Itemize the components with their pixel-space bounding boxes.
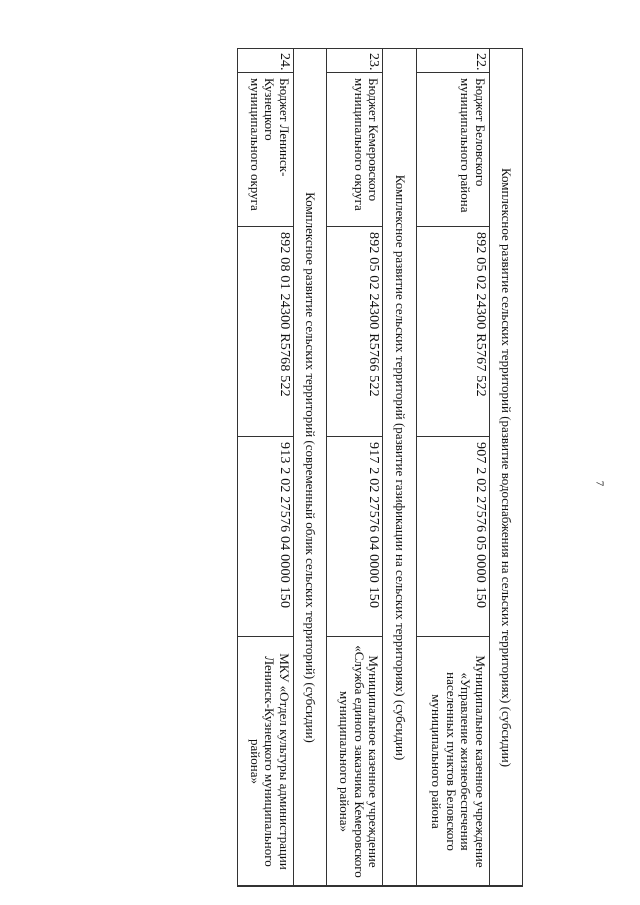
budget-name: Бюджет Кемеровского муниципального округа bbox=[327, 73, 383, 227]
expense-code: 892 08 01 24300 R5768 522 bbox=[238, 227, 294, 437]
row-number: 24. bbox=[238, 49, 294, 73]
table-row bbox=[238, 49, 294, 887]
budget-name: Бюджет Беловского муниципального района bbox=[416, 73, 489, 227]
expense-code: 892 05 02 24300 R5767 522 bbox=[416, 227, 489, 437]
section-title: Комплексное развитие сельских территорий (развитие водоснабжения на сельских территориях) (субсидии) bbox=[489, 49, 522, 887]
revenue-code: 907 2 02 27576 05 0000 150 bbox=[416, 437, 489, 637]
rotated-table-sheet bbox=[237, 48, 523, 886]
revenue-code: 917 2 02 27576 04 0000 150 bbox=[327, 437, 383, 637]
budget-name: Бюджет Ленинск-Кузнецкого муниципального округа bbox=[238, 73, 294, 227]
section-title: Комплексное развитие сельских территорий (развитие газификации на сельских территориях) (субсидии) bbox=[383, 49, 416, 887]
page-number: 7 bbox=[593, 480, 606, 487]
row-number: 23. bbox=[327, 49, 383, 73]
recipient-name: Муниципальное казенное учреждение «Управление жизнеобеспечения населенных пунктов Беловского муниципального района bbox=[416, 637, 489, 887]
table-row bbox=[327, 49, 383, 887]
expense-code: 892 05 02 24300 R5766 522 bbox=[327, 227, 383, 437]
subsidy-table bbox=[237, 48, 523, 887]
section-heading-row bbox=[383, 49, 416, 887]
row-number: 22. bbox=[416, 49, 489, 73]
section-heading-row bbox=[294, 49, 327, 887]
section-title: Комплексное развитие сельских территорий (современный облик сельских территорий) (субсидии) bbox=[294, 49, 327, 887]
recipient-name: Муниципальное казенное учреждение «Служба единого заказчика Кемеровского муниципального района» bbox=[327, 637, 383, 887]
table-row bbox=[416, 49, 489, 887]
section-heading-row bbox=[489, 49, 522, 887]
revenue-code: 913 2 02 27576 04 0000 150 bbox=[238, 437, 294, 637]
recipient-name: МКУ «Отдел культуры администрации Ленинск-Кузнецкого муниципального района» bbox=[238, 637, 294, 887]
